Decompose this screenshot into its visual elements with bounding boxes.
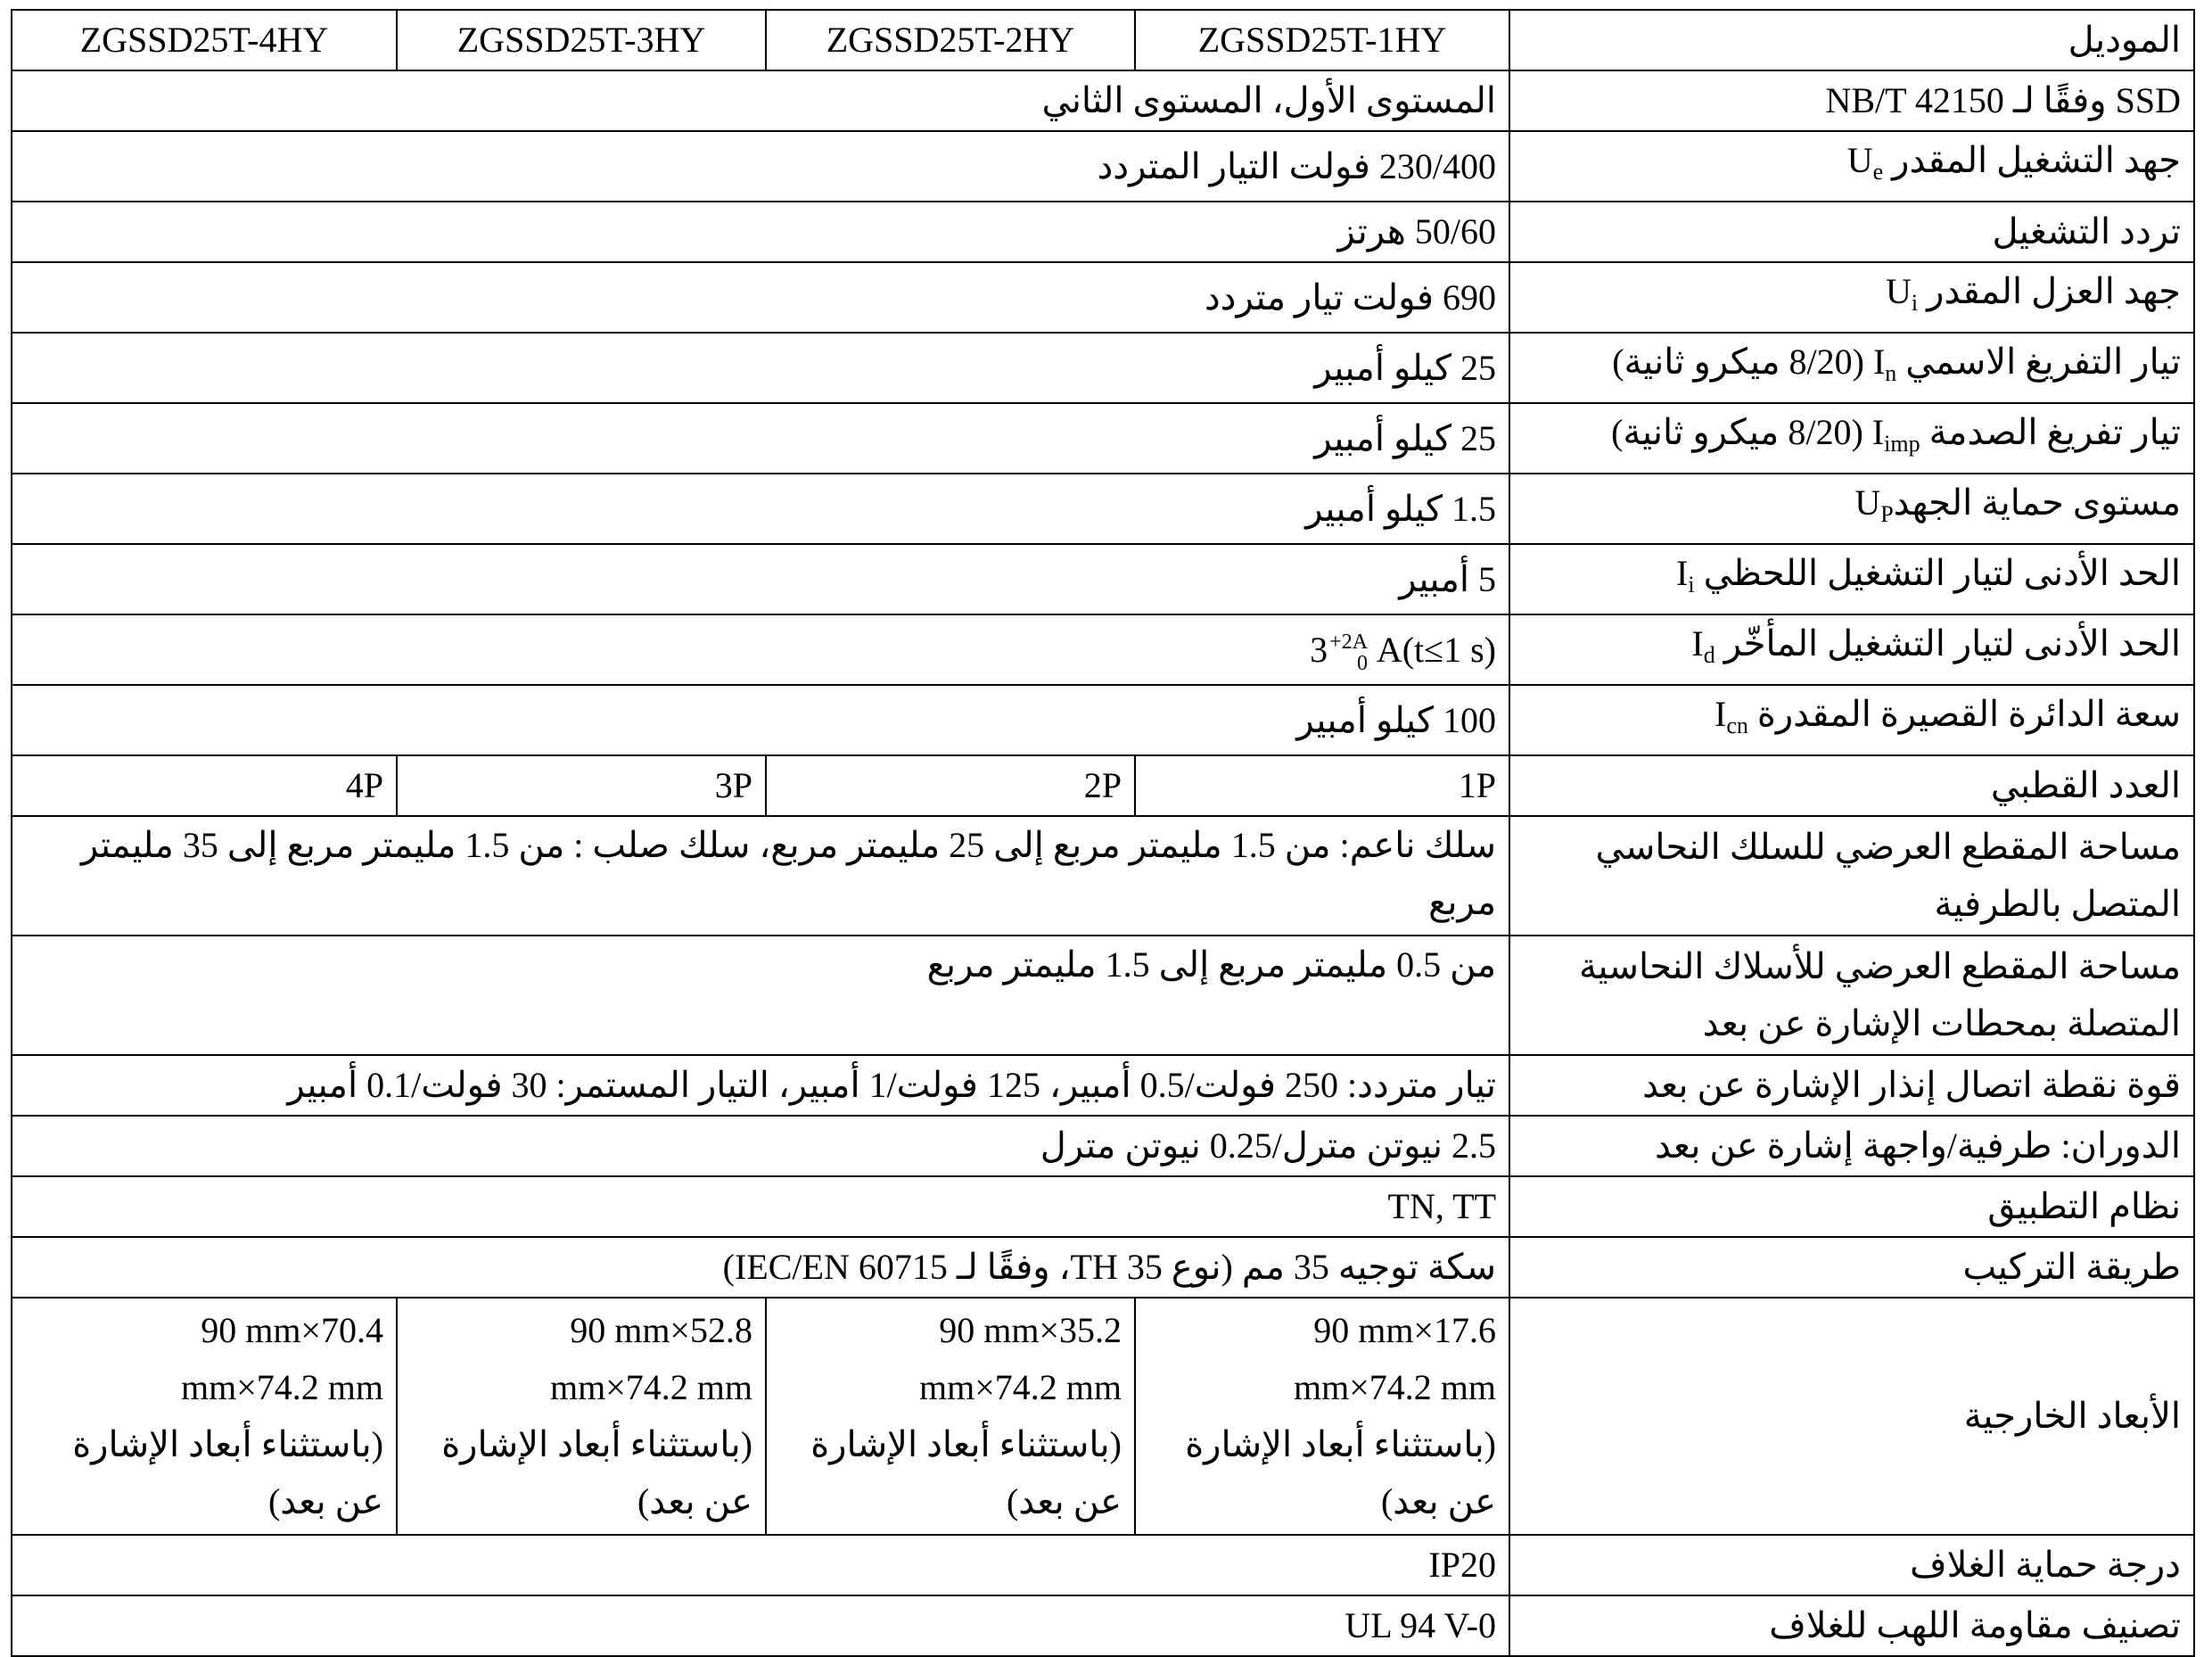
contact-label: قوة نقطة اتصال إنذار الإشارة عن بعد <box>1509 1055 2194 1116</box>
dims-3: 90 mm×52.8 mm×74.2 mm (باستثناء أبعاد الإشارة عن بعد) <box>397 1298 766 1535</box>
row-ip <box>12 1535 2194 1595</box>
system-label: نظام التطبيق <box>1509 1176 2194 1237</box>
row-cable-main <box>12 816 2194 936</box>
up-label: مستوى حماية الجهدU$_P$ <box>1509 474 2194 544</box>
row-system <box>12 1176 2194 1237</box>
dims-label: الأبعاد الخارجية <box>1509 1298 2194 1535</box>
torque-value: 2.5 نيوتن مترل/0.25 نيوتن مترل <box>12 1116 1509 1176</box>
row-iimp <box>12 403 2194 474</box>
mounting-value: سكة توجيه 35 مم (نوع TH 35، وفقًا لـ IEC/EN 60715) <box>12 1237 1509 1298</box>
model-3: ZGSSD25T-3HY <box>397 10 766 70</box>
model-label: الموديل <box>1509 10 2194 70</box>
dims-1: 90 mm×17.6 mm×74.2 mm (باستثناء أبعاد الإشارة عن بعد) <box>1135 1298 1509 1535</box>
row-flame <box>12 1595 2194 1656</box>
contact-value: تيار متردد: 250 فولت/0.5 أمبير، 125 فولت/1 أمبير، التيار المستمر: 30 فولت/0.1 أمبير <box>12 1055 1509 1116</box>
model-1: ZGSSD25T-1HY <box>1135 10 1509 70</box>
ii-value: 5 أمبير <box>12 544 1509 614</box>
icn-label: سعة الدائرة القصيرة المقدرة $I_{cn}$ <box>1509 685 2194 755</box>
ue-label: جهد التشغيل المقدر $U_e$ <box>1509 131 2194 202</box>
row-ssd <box>12 70 2194 131</box>
id-label: الحد الأدنى لتيار التشغيل المأخّر $I_d$ <box>1509 614 2194 685</box>
poles-label: العدد القطبي <box>1509 755 2194 816</box>
poles-3: 3P <box>397 755 766 816</box>
ip-value: IP20 <box>12 1535 1509 1595</box>
freq-label: تردد التشغيل <box>1509 202 2194 262</box>
in-value: 25 كيلو أمبير <box>12 333 1509 403</box>
cable-main-label: مساحة المقطع العرضي للسلك النحاسي المتصل بالطرفية <box>1509 816 2194 936</box>
flame-label: تصنيف مقاومة اللهب للغلاف <box>1509 1595 2194 1656</box>
cable-remote-value: من 0.5 مليمتر مربع إلى 1.5 مليمتر مربع <box>12 936 1509 1055</box>
row-ue <box>12 131 2194 202</box>
row-cable-remote <box>12 936 2194 1055</box>
ue-value: 230/400 فولت التيار المتردد <box>12 131 1509 202</box>
row-model <box>12 10 2194 70</box>
poles-1: 1P <box>1135 755 1509 816</box>
cable-main-value: سلك ناعم: من 1.5 مليمتر مربع إلى 25 مليمتر مربع، سلك صلب : من 1.5 مليمتر مربع إلى 35 مليمتر مربع <box>12 816 1509 936</box>
ii-label: الحد الأدنى لتيار التشغيل اللحظي $I_i$ <box>1509 544 2194 614</box>
dims-2: 90 mm×35.2 mm×74.2 mm (باستثناء أبعاد الإشارة عن بعد) <box>766 1298 1135 1535</box>
model-4: ZGSSD25T-4HY <box>12 10 397 70</box>
ui-value: 690 فولت تيار متردد <box>12 262 1509 333</box>
row-in <box>12 333 2194 403</box>
row-contact <box>12 1055 2194 1116</box>
mounting-label: طريقة التركيب <box>1509 1237 2194 1298</box>
row-torque <box>12 1116 2194 1176</box>
ssd-value: المستوى الأول، المستوى الثاني <box>12 70 1509 131</box>
cable-remote-label: مساحة المقطع العرضي للأسلاك النحاسية المتصلة بمحطات الإشارة عن بعد <box>1509 936 2194 1055</box>
id-value: 3 +2A 0 A(t≤1 s) <box>12 614 1509 685</box>
system-value: TN, TT <box>12 1176 1509 1237</box>
row-dims <box>12 1298 2194 1535</box>
row-mounting <box>12 1237 2194 1298</box>
ui-label: جهد العزل المقدر $U_i$ <box>1509 262 2194 333</box>
ssd-label: SSD وفقًا لـ NB/T 42150 <box>1509 70 2194 131</box>
model-2: ZGSSD25T-2HY <box>766 10 1135 70</box>
iimp-label: تيار تفريغ الصدمة $I_{imp}$ (8/20 ميكرو ثانية) <box>1509 403 2194 474</box>
spec-table <box>11 9 2195 1657</box>
poles-2: 2P <box>766 755 1135 816</box>
flame-value: UL 94 V-0 <box>12 1595 1509 1656</box>
in-label: تيار التفريغ الاسمي $I_n$ (8/20 ميكرو ثانية) <box>1509 333 2194 403</box>
poles-4: 4P <box>12 755 397 816</box>
ip-label: درجة حماية الغلاف <box>1509 1535 2194 1595</box>
row-icn <box>12 685 2194 755</box>
iimp-value: 25 كيلو أمبير <box>12 403 1509 474</box>
row-up <box>12 474 2194 544</box>
icn-value: 100 كيلو أمبير <box>12 685 1509 755</box>
up-value: 1.5 كيلو أمبير <box>12 474 1509 544</box>
row-ii <box>12 544 2194 614</box>
row-ui <box>12 262 2194 333</box>
row-poles <box>12 755 2194 816</box>
row-id <box>12 614 2194 685</box>
freq-value: 50/60 هرتز <box>12 202 1509 262</box>
torque-label: الدوران: طرفية/واجهة إشارة عن بعد <box>1509 1116 2194 1176</box>
dims-4: 90 mm×70.4 mm×74.2 mm (باستثناء أبعاد الإشارة عن بعد) <box>12 1298 397 1535</box>
row-freq <box>12 202 2194 262</box>
